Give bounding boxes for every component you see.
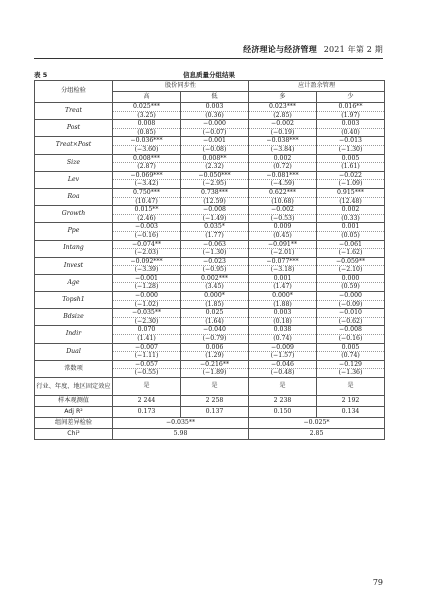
t-statistic-value: (−0.07) <box>202 128 227 136</box>
t-statistic-value: (−1.57) <box>270 352 295 360</box>
coefficient-value: −0.001 <box>181 137 248 146</box>
header-rule <box>34 58 383 59</box>
coefficient-cell <box>249 309 317 326</box>
variable-row <box>35 188 385 205</box>
variable-row <box>35 154 385 171</box>
t-statistic-value: (1.61) <box>341 163 360 171</box>
observations-label: 样本观测值 <box>35 396 113 407</box>
variable-row <box>35 206 385 223</box>
coefficient-cell <box>249 223 317 240</box>
coefficient-value: −0.010 <box>317 309 384 318</box>
t-statistic-value: (−3.84) <box>270 145 295 153</box>
coefficient-cell <box>113 103 181 120</box>
coefficient-cell <box>181 223 249 240</box>
t-statistic-value: (−1.89) <box>202 369 227 377</box>
variable-label: Bdsize <box>35 309 113 326</box>
chi2-value: 5.98 <box>113 429 249 440</box>
t-statistic-value: (2.85) <box>273 111 292 119</box>
variable-row <box>35 309 385 326</box>
variable-label: Roa <box>35 188 113 205</box>
coefficient-value: −0.061 <box>317 241 384 250</box>
coefficient-cell <box>317 137 385 154</box>
coefficient-value: 0.006 <box>181 344 248 353</box>
variable-label: Invest <box>35 257 113 274</box>
t-statistic-value: (12.59) <box>203 197 226 205</box>
coefficient-value: −0.057 <box>113 361 180 370</box>
coefficient-cell <box>249 274 317 291</box>
coefficient-value: −0.000 <box>113 292 180 301</box>
variable-row <box>35 274 385 291</box>
t-statistic-value: (−1.49) <box>202 214 227 222</box>
coefficient-cell <box>113 309 181 326</box>
fixed-effects-value: 是 <box>317 378 385 396</box>
coefficient-value: −0.022 <box>317 172 384 181</box>
coefficient-cell <box>181 326 249 343</box>
coefficient-cell <box>317 206 385 223</box>
coefficient-value: −0.008 <box>181 206 248 215</box>
variable-label: Lev <box>35 171 113 188</box>
coefficient-value: −0.092*** <box>113 258 180 267</box>
sub-header-more: 多 <box>249 92 317 103</box>
header-row-1 <box>35 81 385 92</box>
variable-label: Indir <box>35 326 113 343</box>
coefficient-cell <box>181 206 249 223</box>
coefficient-cell <box>317 223 385 240</box>
t-statistic-value: (−0.48) <box>270 369 295 377</box>
coefficient-cell <box>113 223 181 240</box>
coefficient-cell <box>317 343 385 360</box>
adj-r2-value: 0.134 <box>317 407 385 418</box>
coefficient-cell <box>181 120 249 137</box>
coefficient-value: 0.005 <box>317 344 384 353</box>
coefficient-value: 0.622*** <box>249 189 316 198</box>
table-caption <box>34 68 384 80</box>
coefficient-cell <box>317 326 385 343</box>
coefficient-value: −0.002 <box>249 206 316 215</box>
fixed-effects-value: 是 <box>249 378 317 396</box>
coefficient-value: −0.035** <box>113 309 180 318</box>
coefficient-value: 0.000* <box>181 292 248 301</box>
t-statistic-value: (−3.42) <box>134 180 159 188</box>
chi2-label: Chi² <box>35 429 113 440</box>
coefficient-value: 0.003 <box>181 103 248 112</box>
col-header-stock-sync: 股价同步性 <box>113 81 249 92</box>
variable-label: Post <box>35 120 113 137</box>
coefficient-value: −0.000 <box>317 292 384 301</box>
running-header <box>243 44 383 55</box>
t-statistic-value: (0.85) <box>137 128 156 136</box>
t-statistic-value: (−0.79) <box>202 335 227 343</box>
t-statistic-value: (0.74) <box>273 335 292 343</box>
coefficient-value: −0.036*** <box>113 137 180 146</box>
variable-label: Treat×Post <box>35 137 113 154</box>
coefficient-value: −0.077*** <box>249 258 316 267</box>
coefficient-cell <box>249 206 317 223</box>
coefficient-value: 0.038 <box>249 326 316 335</box>
variable-row <box>35 326 385 343</box>
group-difference-row <box>35 418 385 429</box>
t-statistic-value: (−3.39) <box>134 266 159 274</box>
t-statistic-value: (−2.95) <box>202 180 227 188</box>
variable-row <box>35 120 385 137</box>
coefficient-cell <box>317 154 385 171</box>
coefficient-cell <box>181 257 249 274</box>
t-statistic-value: (0.74) <box>341 352 360 360</box>
coefficient-value: −0.046 <box>249 361 316 370</box>
coefficient-cell <box>249 326 317 343</box>
coefficient-value: 0.070 <box>113 326 180 335</box>
t-statistic-value: (1.64) <box>205 317 224 325</box>
t-statistic-value: (−0.08) <box>202 145 227 153</box>
variable-row <box>35 343 385 360</box>
journal-issue: 2021 年第 2 期 <box>323 45 383 54</box>
coefficient-value: −0.050*** <box>181 172 248 181</box>
t-statistic-value: (−1.36) <box>338 369 363 377</box>
coefficient-value: 0.002 <box>249 155 316 164</box>
coefficient-cell <box>249 171 317 188</box>
t-statistic-value: (−0.53) <box>270 214 295 222</box>
variable-row <box>35 137 385 154</box>
coefficient-cell <box>181 343 249 360</box>
coefficient-cell <box>113 137 181 154</box>
fixed-effects-row <box>35 378 385 396</box>
coefficient-value: 0.001 <box>249 275 316 284</box>
coefficient-value: −0.023 <box>181 258 248 267</box>
observations-value: 2 192 <box>317 396 385 407</box>
variable-label: Dual <box>35 343 113 360</box>
coefficient-value: −0.038*** <box>249 137 316 146</box>
coefficient-cell <box>249 292 317 309</box>
coefficient-value: −0.059** <box>317 258 384 267</box>
t-statistic-value: (−0.16) <box>338 335 363 343</box>
coefficient-value: −0.000 <box>181 120 248 129</box>
coefficient-value: −0.009 <box>249 344 316 353</box>
coefficient-value: −0.040 <box>181 326 248 335</box>
coefficient-value: 0.003 <box>249 309 316 318</box>
coefficient-value: −0.091** <box>249 241 316 250</box>
t-statistic-value: (−1.02) <box>134 300 159 308</box>
adj-r2-value: 0.173 <box>113 407 181 418</box>
coefficient-value: 0.000* <box>249 292 316 301</box>
t-statistic-value: (−0.62) <box>338 317 363 325</box>
coefficient-cell <box>113 206 181 223</box>
coefficient-cell <box>181 171 249 188</box>
variable-row <box>35 103 385 120</box>
fixed-effects-value: 是 <box>181 378 249 396</box>
t-statistic-value: (−0.16) <box>134 231 159 239</box>
coefficient-value: −0.007 <box>113 344 180 353</box>
coefficient-value: −0.008 <box>317 326 384 335</box>
coefficient-cell <box>113 188 181 205</box>
coefficient-value: 0.008 <box>113 120 180 129</box>
coefficient-value: 0.023*** <box>249 103 316 112</box>
t-statistic-value: (1.29) <box>205 352 224 360</box>
coefficient-value: 0.009 <box>249 223 316 232</box>
coefficient-value: 0.035* <box>181 223 248 232</box>
t-statistic-value: (0.33) <box>341 214 360 222</box>
coefficient-cell <box>317 103 385 120</box>
coefficient-value: −0.002 <box>249 120 316 129</box>
adj-r2-label: Adj R² <box>35 407 113 418</box>
coefficient-cell <box>317 309 385 326</box>
t-statistic-value: (−0.95) <box>202 266 227 274</box>
coefficient-cell <box>249 343 317 360</box>
coefficient-value: −0.001 <box>113 275 180 284</box>
t-statistic-value: (12.48) <box>339 197 362 205</box>
chi2-row <box>35 429 385 440</box>
coefficient-cell <box>317 188 385 205</box>
t-statistic-value: (0.40) <box>341 128 360 136</box>
coefficient-value: 0.025*** <box>113 103 180 112</box>
coefficient-cell <box>249 137 317 154</box>
t-statistic-value: (−0.19) <box>270 128 295 136</box>
coefficient-cell <box>113 120 181 137</box>
coefficient-value: 0.750*** <box>113 189 180 198</box>
coefficient-cell <box>113 360 181 377</box>
t-statistic-value: (−1.09) <box>338 180 363 188</box>
coefficient-value: −0.129 <box>317 361 384 370</box>
t-statistic-value: (−1.62) <box>338 249 363 257</box>
coefficient-cell <box>249 120 317 137</box>
table-title: 信息质量分组结果 <box>183 71 235 79</box>
t-statistic-value: (−3.18) <box>270 266 295 274</box>
coefficient-value: 0.015** <box>113 206 180 215</box>
coefficient-value: −0.013 <box>317 137 384 146</box>
t-statistic-value: (−1.30) <box>338 145 363 153</box>
t-statistic-value: (3.45) <box>205 283 224 291</box>
coefficient-cell <box>181 292 249 309</box>
variable-label: Treat <box>35 103 113 120</box>
coefficient-value: 0.025 <box>181 309 248 318</box>
coefficient-cell <box>113 171 181 188</box>
adj-r2-row <box>35 407 385 418</box>
t-statistic-value: (0.72) <box>273 163 292 171</box>
chi2-value: 2.85 <box>249 429 385 440</box>
sub-header-low: 低 <box>181 92 249 103</box>
variable-label: Topsh1 <box>35 292 113 309</box>
t-statistic-value: (1.47) <box>273 283 292 291</box>
coefficient-cell <box>317 171 385 188</box>
t-statistic-value: (−0.09) <box>338 300 363 308</box>
variable-row <box>35 171 385 188</box>
coefficient-value: 0.915*** <box>317 189 384 198</box>
variable-label: Ppe <box>35 223 113 240</box>
coefficient-cell <box>317 257 385 274</box>
t-statistic-value: (−2.01) <box>270 249 295 257</box>
coefficient-value: 0.002 <box>317 206 384 215</box>
coefficient-cell <box>249 154 317 171</box>
coefficient-cell <box>113 240 181 257</box>
page-number: 79 <box>372 578 383 587</box>
variable-row <box>35 292 385 309</box>
table-label: 表 5 <box>34 71 48 79</box>
coefficient-cell <box>181 137 249 154</box>
t-statistic-value: (0.36) <box>205 111 224 119</box>
variable-label: 常数项 <box>35 360 113 377</box>
t-statistic-value: (1.77) <box>205 231 224 239</box>
coefficient-cell <box>181 154 249 171</box>
coefficient-cell <box>181 188 249 205</box>
t-statistic-value: (−3.60) <box>134 145 159 153</box>
coefficient-cell <box>317 240 385 257</box>
coefficient-value: 0.738*** <box>181 189 248 198</box>
coefficient-value: 0.002*** <box>181 275 248 284</box>
t-statistic-value: (2.32) <box>205 163 224 171</box>
coefficient-cell <box>113 257 181 274</box>
col-header-group-test: 分组检验 <box>35 81 113 103</box>
coefficient-cell <box>113 154 181 171</box>
t-statistic-value: (2.46) <box>137 214 156 222</box>
coefficient-cell <box>249 360 317 377</box>
coefficient-value: −0.074** <box>113 241 180 250</box>
coefficient-cell <box>249 103 317 120</box>
coefficient-cell <box>249 257 317 274</box>
variable-row <box>35 240 385 257</box>
coefficient-cell <box>113 343 181 360</box>
col-header-accrual-em: 应计盈余管理 <box>249 81 385 92</box>
coefficient-cell <box>317 274 385 291</box>
t-statistic-value: (1.85) <box>205 300 224 308</box>
results-table <box>34 80 385 440</box>
journal-name: 经济理论与经济管理 <box>243 44 317 54</box>
t-statistic-value: (0.59) <box>341 283 360 291</box>
coefficient-value: −0.063 <box>181 241 248 250</box>
t-statistic-value: (0.18) <box>273 317 292 325</box>
coefficient-value: 0.016** <box>317 103 384 112</box>
variable-row <box>35 223 385 240</box>
coefficient-value: −0.216** <box>181 361 248 370</box>
t-statistic-value: (1.88) <box>273 300 292 308</box>
variable-row <box>35 257 385 274</box>
sub-header-less: 少 <box>317 92 385 103</box>
coefficient-value: 0.003 <box>317 120 384 129</box>
coefficient-cell <box>317 120 385 137</box>
coefficient-value: −0.081*** <box>249 172 316 181</box>
sub-header-high: 高 <box>113 92 181 103</box>
t-statistic-value: (1.41) <box>137 335 156 343</box>
observations-value: 2 258 <box>181 396 249 407</box>
variable-label: Growth <box>35 206 113 223</box>
variable-label: Intang <box>35 240 113 257</box>
coefficient-cell <box>113 292 181 309</box>
t-statistic-value: (−2.30) <box>134 317 159 325</box>
coefficient-cell <box>113 326 181 343</box>
t-statistic-value: (−4.59) <box>270 180 295 188</box>
observations-row <box>35 396 385 407</box>
coefficient-cell <box>113 274 181 291</box>
coefficient-cell <box>317 360 385 377</box>
coefficient-cell <box>317 292 385 309</box>
t-statistic-value: (0.05) <box>341 231 360 239</box>
group-difference-value: −0.035** <box>113 418 249 429</box>
t-statistic-value: (3.25) <box>137 111 156 119</box>
variable-label: Age <box>35 274 113 291</box>
t-statistic-value: (2.87) <box>137 163 156 171</box>
coefficient-value: 0.005 <box>317 155 384 164</box>
coefficient-cell <box>249 240 317 257</box>
coefficient-value: 0.001 <box>317 223 384 232</box>
variable-row <box>35 360 385 377</box>
observations-value: 2 238 <box>249 396 317 407</box>
coefficient-cell <box>249 188 317 205</box>
fixed-effects-label: 行业、年度、地区固定效应 <box>35 378 113 396</box>
group-difference-label: 组间差异检验 <box>35 418 113 429</box>
coefficient-value: 0.008*** <box>113 155 180 164</box>
t-statistic-value: (−1.28) <box>134 283 159 291</box>
coefficient-value: −0.003 <box>113 223 180 232</box>
coefficient-cell <box>181 240 249 257</box>
t-statistic-value: (−2.10) <box>338 266 363 274</box>
fixed-effects-value: 是 <box>113 378 181 396</box>
t-statistic-value: (−0.55) <box>134 369 159 377</box>
t-statistic-value: (0.45) <box>273 231 292 239</box>
adj-r2-value: 0.137 <box>181 407 249 418</box>
observations-value: 2 244 <box>113 396 181 407</box>
t-statistic-value: (−2.03) <box>134 249 159 257</box>
t-statistic-value: (1.97) <box>341 111 360 119</box>
coefficient-value: 0.008** <box>181 155 248 164</box>
adj-r2-value: 0.150 <box>249 407 317 418</box>
t-statistic-value: (−1.30) <box>202 249 227 257</box>
t-statistic-value: (10.68) <box>271 197 294 205</box>
coefficient-value: 0.000 <box>317 275 384 284</box>
coefficient-cell <box>181 103 249 120</box>
group-difference-value: −0.025* <box>249 418 385 429</box>
coefficient-cell <box>181 309 249 326</box>
variable-label: Size <box>35 154 113 171</box>
coefficient-cell <box>181 274 249 291</box>
coefficient-cell <box>181 360 249 377</box>
table-5 <box>34 68 384 440</box>
t-statistic-value: (−1.11) <box>134 352 159 360</box>
coefficient-value: −0.069*** <box>113 172 180 181</box>
t-statistic-value: (10.47) <box>135 197 158 205</box>
